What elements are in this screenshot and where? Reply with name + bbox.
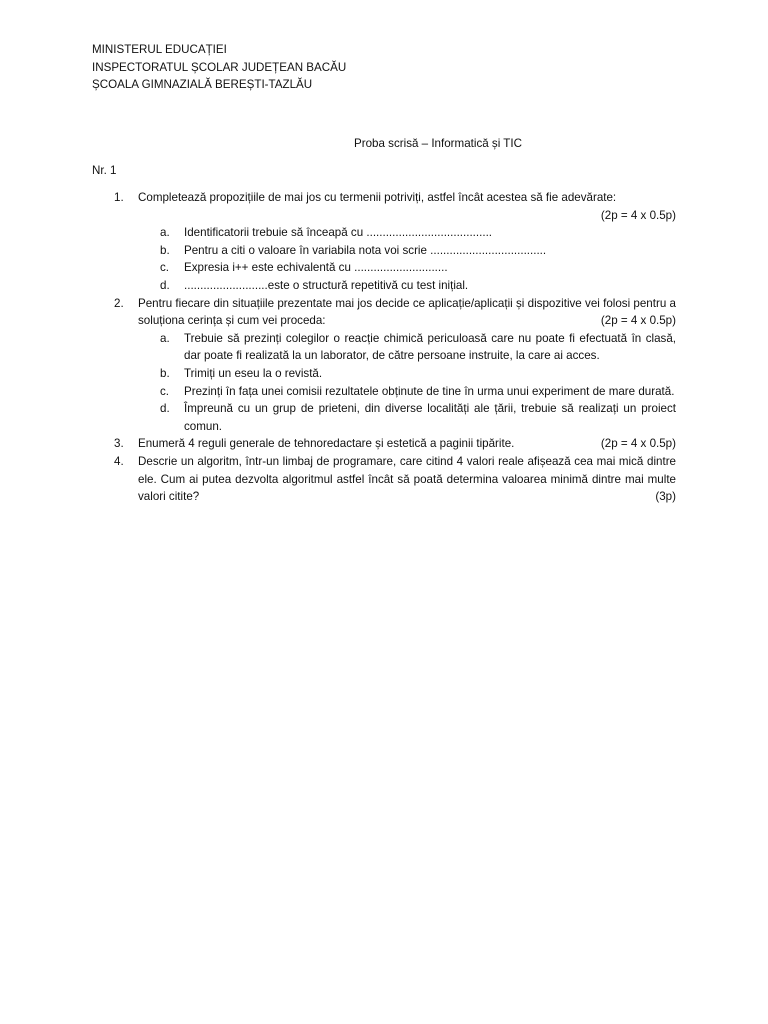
subitem-text: Identificatorii trebuie să înceapă cu ....................................... xyxy=(184,226,493,240)
question-points: (2p = 4 x 0.5p) xyxy=(600,208,676,222)
subitem-text: Prezinți în fața unei comisii rezultatele obținute de tine în urma unui experiment de mare durată. xyxy=(184,384,675,398)
question-2 xyxy=(92,295,676,436)
question-text-block xyxy=(138,453,676,506)
question-number: 1. xyxy=(114,191,124,204)
question-points: (3p) xyxy=(655,490,676,504)
subitem-list xyxy=(138,330,676,436)
subitem-letter: d. xyxy=(160,278,170,292)
subitem-letter: b. xyxy=(160,243,170,257)
question-number: 3. xyxy=(114,437,124,451)
subitem-text: Pentru a citi o valoare în variabila nota voi scrie .................................... xyxy=(184,243,547,257)
subitem-c xyxy=(138,259,676,277)
subitem-letter: a. xyxy=(160,226,170,240)
question-text-block xyxy=(138,295,676,330)
subitem-text: Trebuie să prezinți colegilor o reacție chimică periculoasă care nu poate fi efectuată în clasă, dar poate fi realizată la un laborator, de către persoane instruite, la care ai acces. xyxy=(184,331,676,363)
exam-title: Proba scrisă – Informatică și TIC xyxy=(354,137,522,150)
subitem-b xyxy=(138,365,676,383)
subitem-letter: b. xyxy=(160,366,170,380)
subitem-a xyxy=(138,330,676,365)
ministry-line: MINISTERUL EDUCAȚIEI xyxy=(92,43,227,56)
question-text: Completează propozițiile de mai jos cu termenii potriviți, astfel încât acestea să fie adevărate: xyxy=(138,191,617,204)
question-text: Descrie un algoritm, într-un limbaj de programare, care citind 4 valori reale afișează cea mai mică dintre ele. Cum ai putea dezvolta algoritmul astfel încât să poată determina valoarea minimă dintre mai multe valori citite? xyxy=(138,454,676,504)
subitem-c xyxy=(138,383,676,401)
subitem-text: Trimiți un eseu la o revistă. xyxy=(184,366,323,380)
question-number: 4. xyxy=(114,454,124,468)
subitem-text: ..........................este o structură repetitivă cu test inițial. xyxy=(184,278,469,292)
subitem-letter: c. xyxy=(160,261,170,275)
subitem-text: Expresia i++ este echivalentă cu ............................. xyxy=(184,261,448,275)
question-1 xyxy=(92,189,676,295)
school-line: ȘCOALA GIMNAZIALĂ BEREȘTI-TAZLĂU xyxy=(92,78,313,92)
question-list xyxy=(92,189,676,506)
question-3 xyxy=(92,435,676,453)
subitem-list xyxy=(138,224,676,294)
subitem-d xyxy=(138,277,676,295)
subitem-a xyxy=(138,224,676,242)
institution-header xyxy=(92,41,346,94)
question-text-block xyxy=(138,435,676,453)
inspectorate-line: INSPECTORATUL ȘCOLAR JUDEȚEAN BACĂU xyxy=(92,60,347,74)
subitem-letter: c. xyxy=(160,384,170,398)
question-text: Pentru fiecare din situațiile prezentate mai jos decide ce aplicație/aplicații și dispozitive vei folosi pentru a soluționa cerința și cum vei proceda: xyxy=(138,296,676,328)
subitem-b xyxy=(138,242,676,260)
question-4 xyxy=(92,453,676,506)
question-points: (2p = 4 x 0.5p) xyxy=(600,437,676,451)
question-text: Enumeră 4 reguli generale de tehnoredactare și estetică a paginii tipărite. xyxy=(138,437,515,451)
subitem-text: Împreună cu un grup de prieteni, din diverse localități ale țării, trebuie să realizați un proiect comun. xyxy=(184,402,676,433)
subitem-letter: d. xyxy=(160,402,170,416)
variant-number: Nr. 1 xyxy=(92,164,117,177)
question-number: 2. xyxy=(114,296,124,310)
subitem-letter: a. xyxy=(160,331,170,345)
subitem-d xyxy=(138,400,676,435)
question-points: (2p = 4 x 0.5p) xyxy=(600,314,676,328)
